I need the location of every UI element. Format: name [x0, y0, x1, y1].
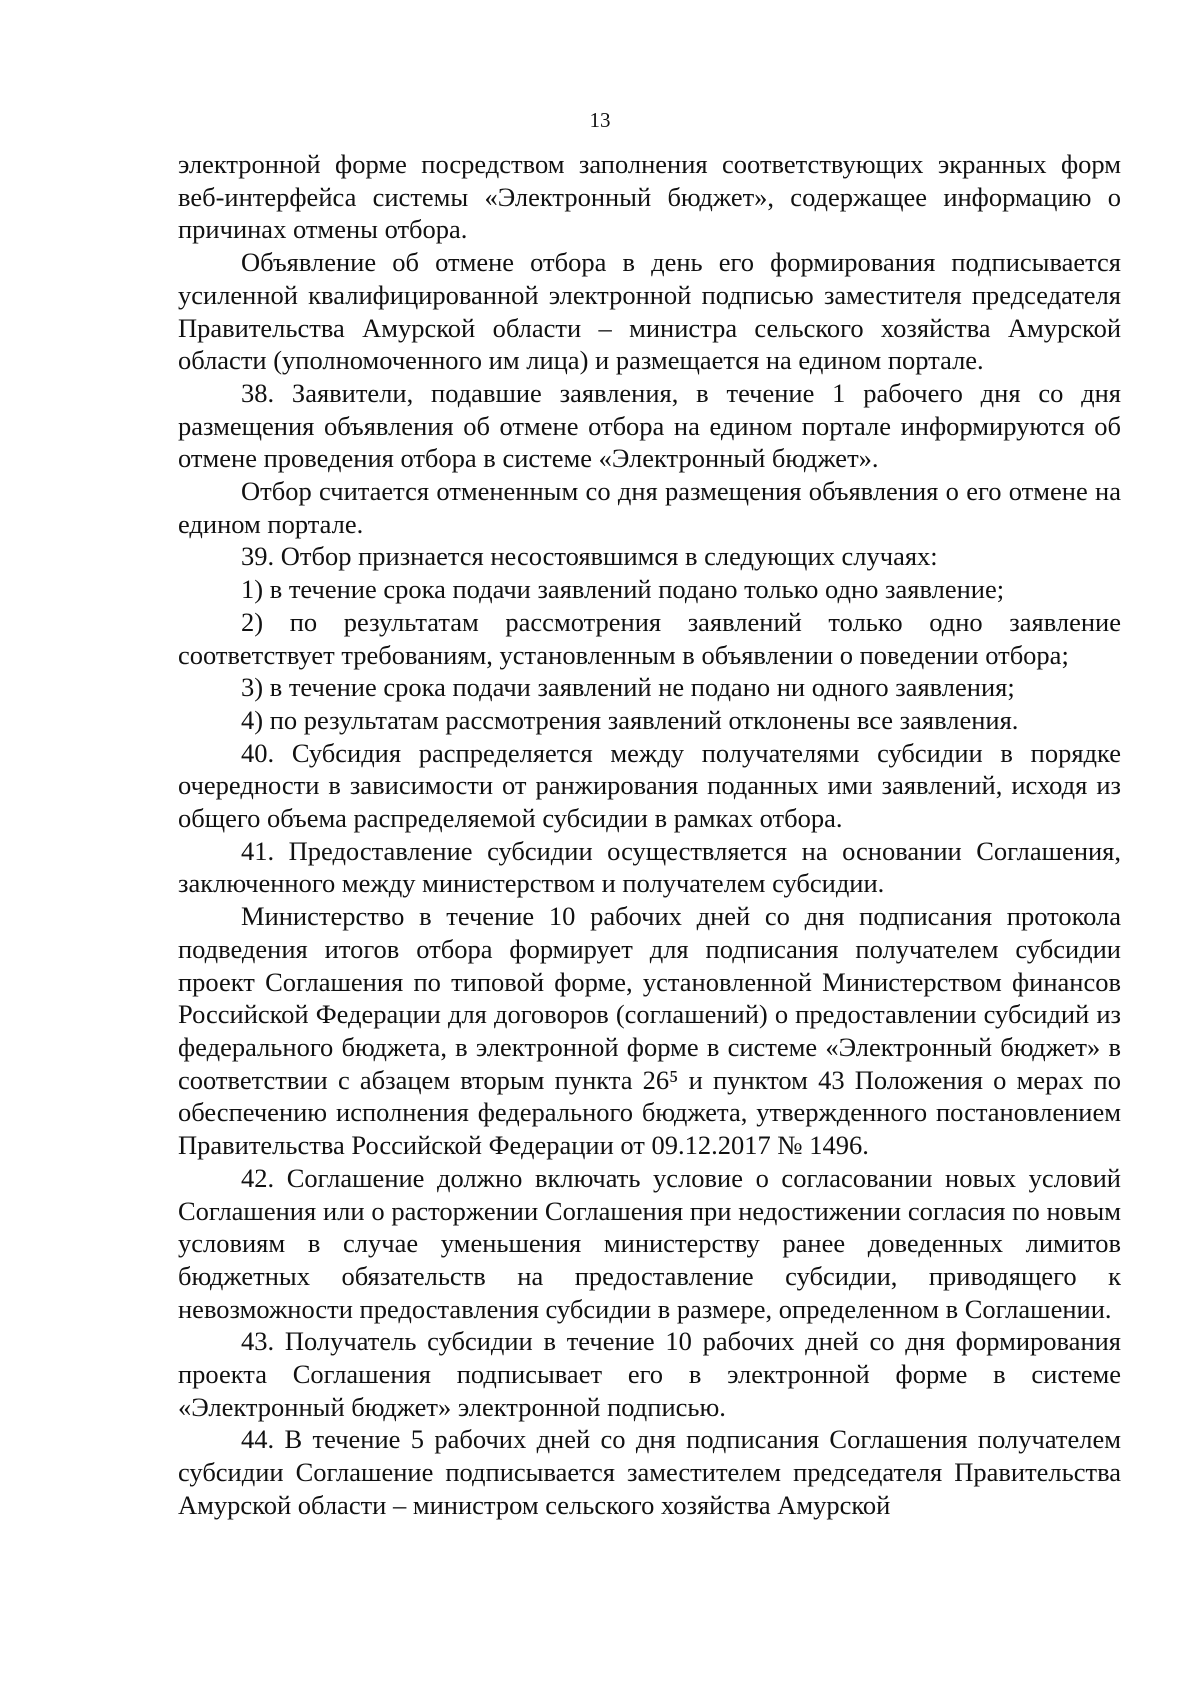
paragraph-item-39-4: 4) по результатам рассмотрения заявлений отклонены все заявления. [241, 704, 1019, 735]
paragraph-cancelled-date: Отбор считается отмененным со дня размещения объявления о его отмене на едином портале. [178, 476, 1121, 539]
paragraph-continuation: электронной форме посредством заполнения соответствующих экранных форм веб-интерфейса системы «Электронный бюджет», содержащее информацию о причинах отмены отбора. [178, 149, 1121, 245]
paragraph-item-44: 44. В течение 5 рабочих дней со дня подписания Соглашения получателем субсидии Соглашение подписывается заместителем председателя Правительства Амурской области – министром сельского хозяйства Амурской [178, 1424, 1121, 1520]
paragraph-item-40: 40. Субсидия распределяется между получателями субсидии в порядке очередности в зависимости от ранжирования поданных ими заявлений, исходя из общего объема распределяемой субсидии в рамках отбора. [178, 737, 1121, 834]
paragraph-item-42: 42. Соглашение должно включать условие о согласовании новых условий Соглашения или о расторжении Соглашения при недостижении согласия по новым условиям в случае уменьшения министерству ранее доведенных лимитов бюджетных обязательств на предоставление субсидии, приводящего к невозможности предоставления субсидии в размере, определенном в Соглашении. [178, 1162, 1121, 1324]
paragraph-item-39: 39. Отбор признается несостоявшимся в следующих случаях: [241, 541, 938, 572]
paragraph-item-39-1: 1) в течение срока подачи заявлений подано только одно заявление; [241, 574, 1005, 605]
paragraph-item-41: 41. Предоставление субсидии осуществляется на основании Соглашения, заключенного между министерством и получателем субсидии. [178, 835, 1121, 899]
paragraph-cancel-announcement: Объявление об отмене отбора в день его формирования подписывается усиленной квалифицированной электронной подписью заместителя председателя Правительства Амурской области – министра сельского хозяйства Амурской области (уполномоченного им лица) и размещается на едином портале. [178, 247, 1121, 376]
document-body [178, 148, 1121, 1522]
paragraph-item-43: 43. Получатель субсидии в течение 10 рабочих дней со дня формирования проекта Соглашения подписывает его в электронной форме в системе «Электронный бюджет» электронной подписью. [178, 1326, 1121, 1422]
paragraph-ministry-agreement: Министерство в течение 10 рабочих дней со дня подписания протокола подведения итогов отбора формирует для подписания получателем субсидии проект Соглашения по типовой форме, установленной Министерством финансов Российской Федерации для договоров (соглашений) о предоставлении субсидий из федерального бюджета, в электронной форме в системе «Электронный бюджет» в соответствии с абзацем вторым пункта 26⁵ и пунктом 43 Положения о мерах по обеспечению исполнения федерального бюджета, утвержденного постановлением Правительства Российской Федерации от 09.12.2017 № 1496. [178, 901, 1121, 1161]
paragraph-item-38: 38. Заявители, подавшие заявления, в течение 1 рабочего дня со дня размещения объявления об отмене отбора на едином портале информируются об отмене проведения отбора в системе «Электронный бюджет». [178, 377, 1121, 474]
paragraph-item-39-2: 2) по результатам рассмотрения заявлений только одно заявление соответствует требованиям, установленным в объявлении о поведении отбора; [178, 606, 1121, 670]
page-number: 13 [589, 108, 611, 132]
paragraph-item-39-3: 3) в течение срока подачи заявлений не подано ни одного заявления; [241, 672, 1015, 703]
